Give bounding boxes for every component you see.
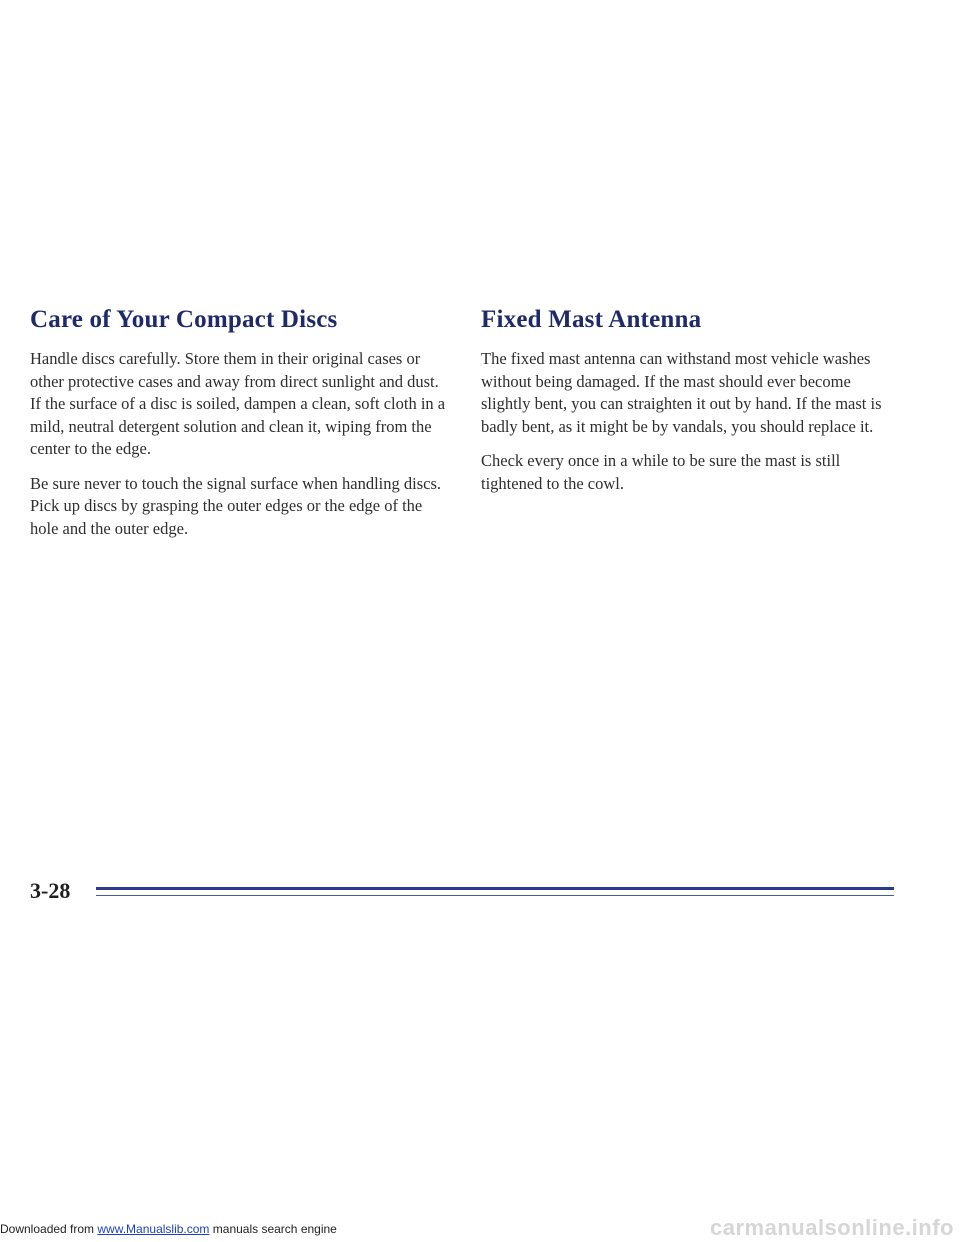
page-number: 3-28 (30, 878, 71, 903)
download-suffix: manuals search engine (209, 1222, 337, 1236)
paragraph: Be sure never to touch the signal surface when handling discs. Pick up discs by grasping the outer edges or the edge of the hole and the outer edge. (30, 473, 442, 538)
paragraph: The fixed mast antenna can withstand most vehicle washes without being damaged. If the mast should ever become slightly bent, you can straighten it out by hand. If the mast is badly bent, as it might be by vandals, you should replace it. (481, 349, 882, 436)
footer-rule-thin (96, 895, 894, 896)
paragraph: Check every once in a while to be sure the mast is still tightened to the cowl. (481, 451, 841, 493)
section-heading-compact-discs: Care of Your Compact Discs (30, 306, 338, 333)
right-column (481, 306, 901, 507)
download-notice (0, 1222, 337, 1236)
download-prefix: Downloaded from (0, 1222, 98, 1236)
watermark: carmanualsonline.info (710, 1215, 954, 1240)
footer-rule (96, 887, 894, 890)
left-column (30, 306, 450, 552)
section-heading-mast-antenna: Fixed Mast Antenna (481, 306, 702, 333)
paragraph: Handle discs carefully. Store them in their original cases or other protective cases and away from direct sunlight and dust. If the surface of a disc is soiled, dampen a clean, soft cloth in a mild, neutral detergent solution and clean it, wiping from the center to the edge. (30, 349, 446, 458)
manualslib-link[interactable]: www.Manualslib.com (97, 1222, 210, 1236)
